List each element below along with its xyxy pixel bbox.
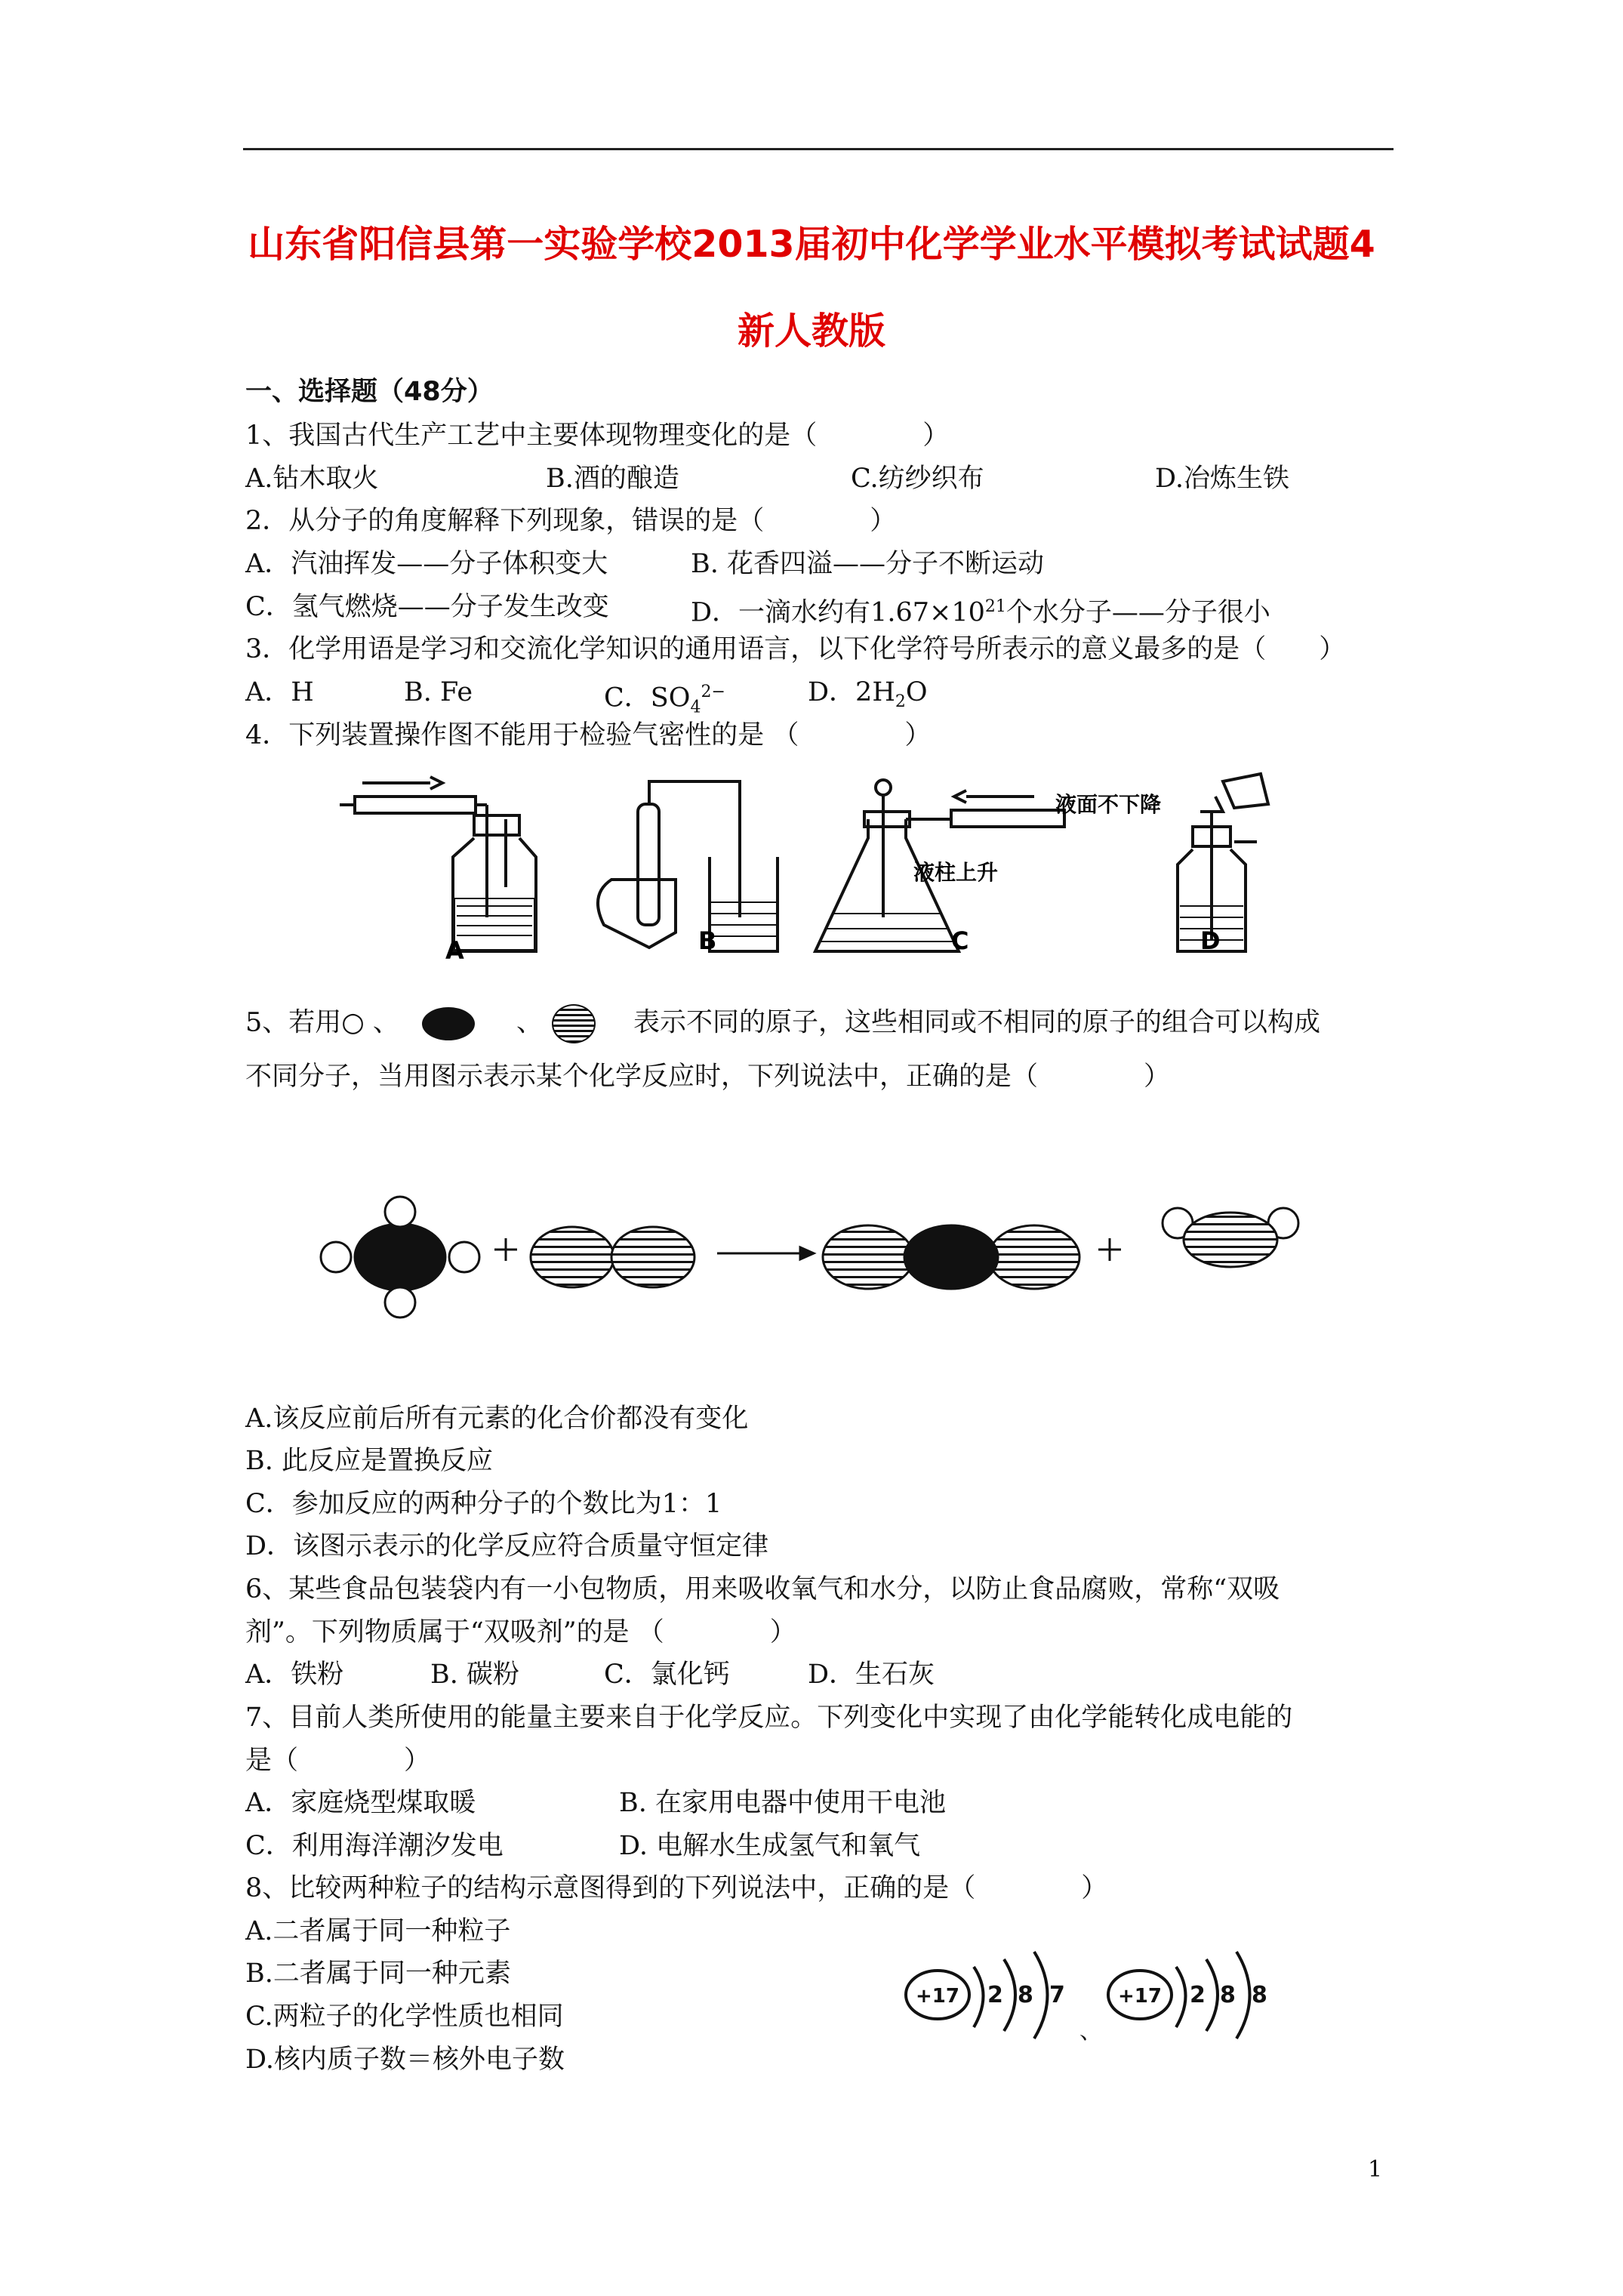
q7-option-a: A．家庭烧型煤取暖 (245, 1788, 476, 1818)
q4-label-a: A (445, 936, 464, 965)
q2-option-c: C．氢气燃烧——分子发生改变 (245, 592, 609, 622)
q1-option-d: D.冶炼生铁 (1155, 464, 1289, 494)
q4-label-d: D (1200, 926, 1221, 955)
q3-option-d: D．$2H_2O$ (808, 677, 928, 711)
q8-option-d: D.核内质子数＝核外电子数 (245, 2045, 565, 2075)
header-rule (243, 148, 1394, 150)
q6-option-a: A．铁粉 (245, 1660, 344, 1690)
atom-separator: 、 (1079, 2018, 1102, 2045)
q6-option-c: C．氯化钙 (604, 1660, 730, 1690)
exam-title-line2: 新人教版 (737, 310, 885, 353)
q4-note-d: 液面不下降 (1055, 792, 1162, 817)
q1-option-b: B.酒的酿造 (546, 464, 679, 494)
q7-stem-line2: 是（ ） (245, 1746, 431, 1776)
atom2-nucleus: +17 (1118, 1985, 1162, 2008)
section-heading: 一、选择题（48分） (245, 377, 494, 407)
atom2-shell-2: 8 (1220, 1982, 1236, 2008)
q2-stem: 2．从分子的角度解释下列现象，错误的是（ ） (245, 506, 897, 536)
q5-option-d: D．该图示表示的化学反应符合质量守恒定律 (245, 1531, 769, 1561)
q5-option-a: A.该反应前后所有元素的化合价都没有变化 (245, 1404, 749, 1434)
exam-title-line1: 山东省阳信县第一实验学校2013届初中化学学业水平模拟考试试题4 (248, 223, 1375, 266)
q4-label-c: C (951, 926, 969, 955)
q6-option-d: D．生石灰 (808, 1660, 935, 1690)
q5-option-b: B. 此反应是置换反应 (245, 1446, 493, 1476)
atom2-shell-1: 2 (1190, 1982, 1206, 2008)
q8-atom-structure-figure (898, 1933, 1291, 2054)
atom1-shell-1: 2 (987, 1982, 1003, 2008)
q1-option-c: C.纺纱织布 (851, 464, 984, 494)
q8-option-c: C.两粒子的化学性质也相同 (245, 2002, 564, 2032)
q6-stem-line1: 6、某些食品包装袋内有一小包物质，用来吸收氧气和水分，以防止食品腐败，常称“双吸 (245, 1574, 1280, 1604)
atom1-shell-3: 7 (1049, 1982, 1065, 2008)
atom1-nucleus: +17 (916, 1985, 959, 2008)
striped-atom-icon (552, 1004, 596, 1043)
q8-option-a: A.二者属于同一种粒子 (245, 1916, 511, 1946)
q2-option-a: A．汽油挥发——分子体积变大 (245, 549, 608, 579)
q2-option-b: B. 花香四溢——分子不断运动 (691, 549, 1044, 579)
q7-stem-line1: 7、目前人类所使用的能量主要来自于化学反应。下列变化中实现了由化学能转化成电能的 (245, 1703, 1293, 1733)
page-number: 1 (1368, 2156, 1383, 2183)
q8-stem: 8、比较两种粒子的结构示意图得到的下列说法中，正确的是（ ） (245, 1873, 1108, 1903)
black-atom-icon (422, 1007, 475, 1040)
q6-stem-line2: 剂”。下列物质属于“双吸剂”的是 （ ） (245, 1617, 796, 1647)
q5-reaction-figure (310, 1178, 1351, 1329)
q4-note-c: 液柱上升 (913, 860, 999, 885)
q1-stem: 1、我国古代生产工艺中主要体现物理变化的是（ ） (245, 421, 950, 451)
q3-option-a: A．H (245, 677, 314, 707)
q4-stem: 4．下列装置操作图不能用于检验气密性的是 （ ） (245, 720, 932, 750)
atom1-shell-2: 8 (1018, 1982, 1033, 2008)
q3-option-c: C．$SO_4^{2-}$ (604, 683, 725, 717)
q3-stem: 3．化学用语是学习和交流化学知识的通用语言，以下化学符号所表示的意义最多的是（ ） (245, 634, 1346, 664)
q2-option-d: D．一滴水约有$1.67\times 10^{21}$个水分子——分子很小 (691, 597, 1270, 628)
q5-stem-line2: 不同分子，当用图示表示某个化学反应时，下列说法中，正确的是（ ） (245, 1062, 1171, 1092)
q7-option-d: D. 电解水生成氢气和氧气 (619, 1831, 921, 1861)
q4-label-b: B (698, 926, 717, 955)
q7-option-c: C．利用海洋潮汐发电 (245, 1831, 504, 1861)
q3-option-b: B. Fe (404, 677, 473, 707)
q1-option-a: A.钻木取火 (245, 464, 379, 494)
q8-option-b: B.二者属于同一种元素 (245, 1959, 511, 1989)
q6-option-b: B. 碳粉 (430, 1660, 519, 1690)
atom2-shell-3: 8 (1252, 1982, 1267, 2008)
q4-apparatus-figure (332, 766, 1283, 970)
q5-option-c: C．参加反应的两种分子的个数比为1：1 (245, 1489, 722, 1519)
q7-option-b: B. 在家用电器中使用干电池 (619, 1788, 946, 1818)
q5-stem-line1: 5、若用○ 、 、 表示不同的原子，这些相同或不相同的原子的组合可以构成 (245, 1004, 1320, 1043)
